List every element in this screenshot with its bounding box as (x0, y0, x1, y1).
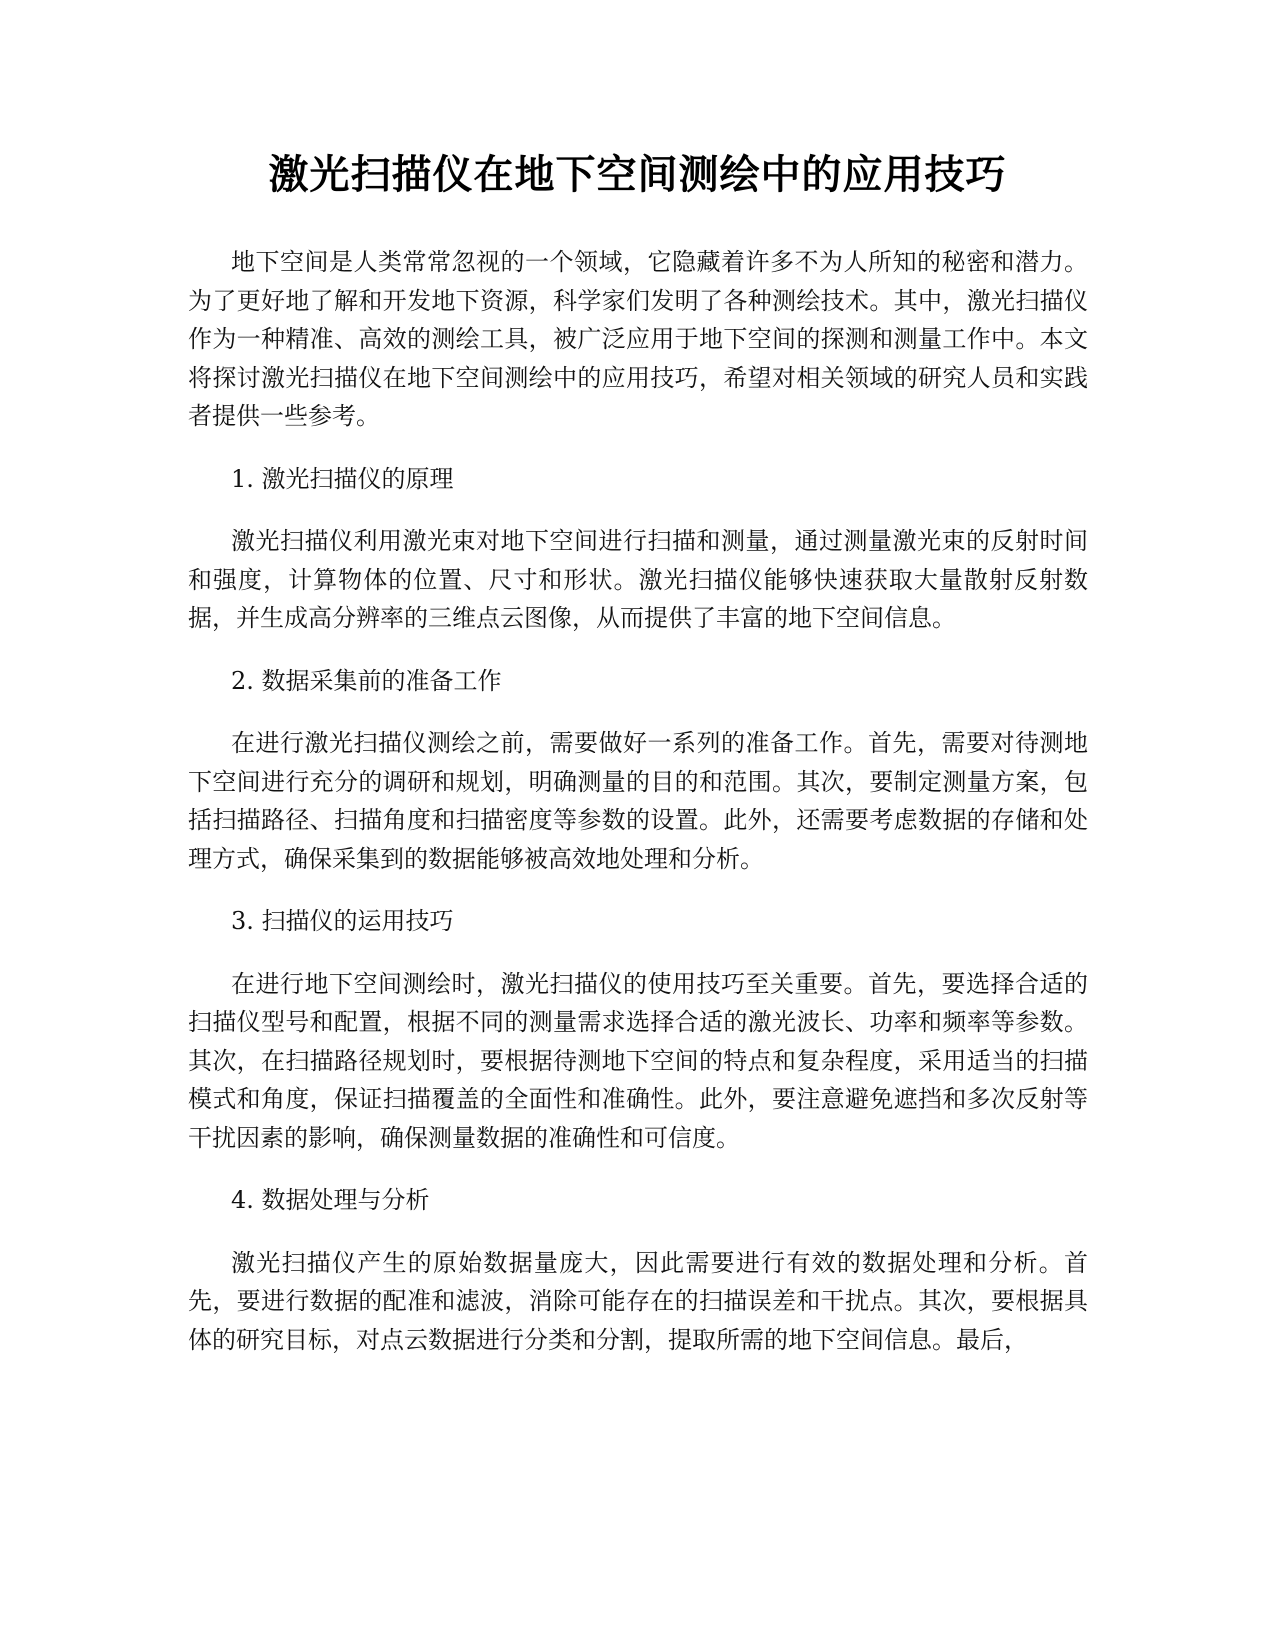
intro-paragraph: 地下空间是人类常常忽视的一个领域，它隐藏着许多不为人所知的秘密和潜力。为了更好地了解和开发地下资源，科学家们发明了各种测绘技术。其中，激光扫描仪作为一种精准、高效的测绘工具，被广泛应用于地下空间的探测和测量工作中。本文将探讨激光扫描仪在地下空间测绘中的应用技巧，希望对相关领域的研究人员和实践者提供一些参考。 (188, 248, 1088, 430)
section-paragraph: 激光扫描仪产生的原始数据量庞大，因此需要进行有效的数据处理和分析。首先，要进行数据的配准和滤波，消除可能存在的扫描误差和干扰点。其次，要根据具体的研究目标，对点云数据进行分类和分割，提取所需的地下空间信息。最后， (188, 1248, 1088, 1354)
document-body (188, 243, 1088, 1359)
section-heading: 2. 数据采集前的准备工作 (231, 666, 502, 695)
section-paragraph: 在进行激光扫描仪测绘之前，需要做好一系列的准备工作。首先，需要对待测地下空间进行充分的调研和规划，明确测量的目的和范围。其次，要制定测量方案，包括扫描路径、扫描角度和扫描密度等参数的设置。此外，还需要考虑数据的存储和处理方式，确保采集到的数据能够被高效地处理和分析。 (188, 729, 1088, 873)
document-title: 激光扫描仪在地下空间测绘中的应用技巧 (268, 152, 1007, 198)
section-paragraph: 在进行地下空间测绘时，激光扫描仪的使用技巧至关重要。首先，要选择合适的扫描仪型号和配置，根据不同的测量需求选择合适的激光波长、功率和频率等参数。其次，在扫描路径规划时，要根据待测地下空间的特点和复杂程度，采用适当的扫描模式和角度，保证扫描覆盖的全面性和准确性。此外，要注意避免遮挡和多次反射等干扰因素的影响，确保测量数据的准确性和可信度。 (188, 969, 1088, 1152)
section-heading: 3. 扫描仪的运用技巧 (231, 907, 454, 935)
section-paragraph: 激光扫描仪利用激光束对地下空间进行扫描和测量，通过测量激光束的反射时间和强度，计算物体的位置、尺寸和形状。激光扫描仪能够快速获取大量散射反射数据，并生成高分辨率的三维点云图像，从而提供了丰富的地下空间信息。 (188, 527, 1088, 632)
section-heading: 4. 数据处理与分析 (231, 1186, 430, 1214)
section-heading: 1. 激光扫描仪的原理 (231, 464, 454, 493)
